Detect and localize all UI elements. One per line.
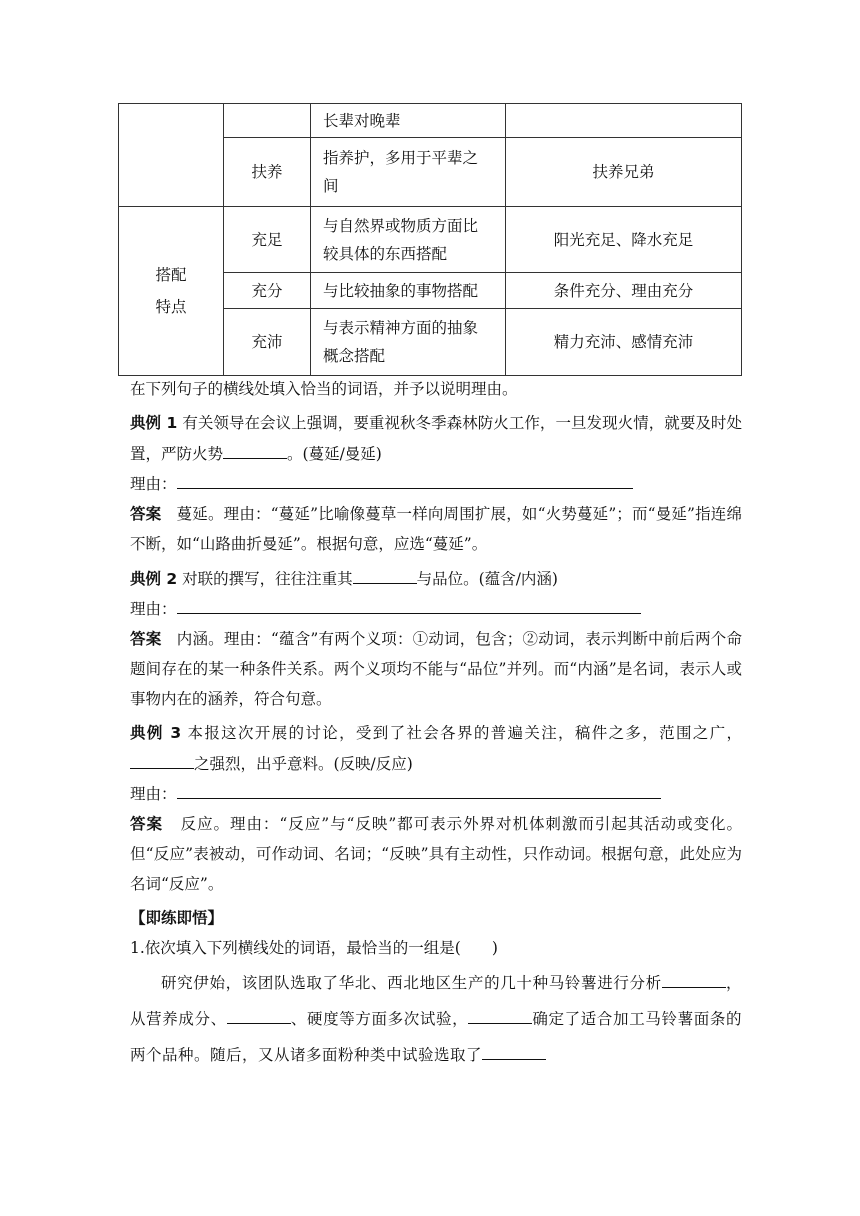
table-cell-empty xyxy=(119,104,224,207)
answer-label: 答案 xyxy=(130,815,163,833)
reason-blank xyxy=(177,470,633,489)
passage-text: ，从营养成分、 xyxy=(130,974,742,1028)
passage-text: 确定了适合加工马铃薯面条的两个品种。随后，又从诸多面粉种类中试验选取了 xyxy=(130,1010,742,1064)
table-cell-meaning: 长辈对晚辈 xyxy=(311,104,506,138)
table-cell-category xyxy=(119,207,224,376)
blank xyxy=(482,1039,546,1060)
table-cell-word: 充分 xyxy=(224,273,311,309)
blank xyxy=(130,748,194,769)
example-options: 。(蔓延/曼延) xyxy=(287,445,382,463)
exercise-content xyxy=(130,374,742,1073)
table-cell-example: 阳光充足、降水充足 xyxy=(506,207,742,273)
example-1 xyxy=(130,408,742,469)
intro-text: 在下列句子的横线处填入恰当的词语，并予以说明理由。 xyxy=(130,380,518,398)
table-cell-word: 充沛 xyxy=(224,309,311,376)
category-label: 搭配特点 xyxy=(155,266,187,316)
question-1: 1.依次填入下列横线处的词语，最恰当的一组是( ) xyxy=(130,939,498,957)
reason-blank xyxy=(177,595,641,614)
example-label: 典例 3 xyxy=(130,724,182,742)
answer-label: 答案 xyxy=(130,505,162,523)
table-cell-meaning: 指养护，多用于平辈之间 xyxy=(311,138,506,207)
reason-blank xyxy=(177,780,661,799)
table-cell-meaning: 与比较抽象的事物搭配 xyxy=(311,273,506,309)
example-text: 对联的撰写，往往注重其 xyxy=(182,570,353,588)
table-cell-example: 条件充分、理由充分 xyxy=(506,273,742,309)
practice-heading: 【即练即悟】 xyxy=(130,909,224,927)
reason-label: 理由： xyxy=(130,600,177,618)
example-3 xyxy=(130,718,742,779)
answer-text: 内涵。理由：“蕴含”有两个义项：①动词，包含；②动词，表示判断中前后两个命题间存在的某一种条件关系。两个义项均不能与“品位”并列。而“内涵”是名词，表示人或事物内在的涵养，符合句意。 xyxy=(130,630,742,708)
blank xyxy=(468,1003,532,1024)
answer-text: 蔓延。理由：“蔓延”比喻像蔓草一样向周围扩展，如“火势蔓延”；而“曼延”指连绵不断，如“山路曲折曼延”。根据句意，应选“蔓延”。 xyxy=(130,505,742,553)
example-label: 典例 2 xyxy=(130,570,178,588)
table-cell-example: 扶养兄弟 xyxy=(506,138,742,207)
example-options: 之强烈，出乎意料。(反映/反应) xyxy=(194,755,413,773)
answer-label: 答案 xyxy=(130,630,162,648)
reason-line xyxy=(130,594,742,624)
blank xyxy=(353,563,417,584)
example-text: 有关领导在会议上强调，要重视秋冬季森林防火工作，一旦发现火情，就要及时处置，严防火势 xyxy=(130,414,742,463)
reason-line xyxy=(130,779,742,809)
table-cell-example: 精力充沛、感情充沛 xyxy=(506,309,742,376)
reason-label: 理由： xyxy=(130,785,177,803)
table-cell-meaning: 与自然界或物质方面比较具体的东西搭配 xyxy=(311,207,506,273)
table-cell-word: 充足 xyxy=(224,207,311,273)
answer-3 xyxy=(130,809,742,899)
blank xyxy=(227,1003,291,1024)
example-label: 典例 1 xyxy=(130,414,178,432)
passage-text: 、硬度等方面多次试验， xyxy=(290,1010,469,1028)
table-cell-empty xyxy=(506,104,742,138)
reason-label: 理由： xyxy=(130,475,177,493)
blank xyxy=(223,438,287,459)
reason-line xyxy=(130,469,742,499)
answer-2 xyxy=(130,624,742,714)
table-cell-word: 扶养 xyxy=(224,138,311,207)
blank xyxy=(662,967,726,988)
question-1-passage xyxy=(130,965,742,1073)
example-2 xyxy=(130,563,742,594)
example-options: 与品位。(蕴含/内涵) xyxy=(416,570,558,588)
passage-text: 研究伊始，该团队选取了华北、西北地区生产的几十种马铃薯进行分析 xyxy=(161,974,662,992)
answer-1 xyxy=(130,499,742,559)
vocab-table xyxy=(118,103,742,376)
example-text: 本报这次开展的讨论，受到了社会各界的普遍关注，稿件之多，范围之广， xyxy=(187,724,742,742)
table-cell-empty xyxy=(224,104,311,138)
table-cell-meaning: 与表示精神方面的抽象概念搭配 xyxy=(311,309,506,376)
answer-text: 反应。理由：“反应”与“反映”都可表示外界对机体刺激而引起其活动或变化。但“反应”表被动，可作动词、名词；“反映”具有主动性，只作动词。根据句意，此处应为名词“反应”。 xyxy=(130,815,742,893)
